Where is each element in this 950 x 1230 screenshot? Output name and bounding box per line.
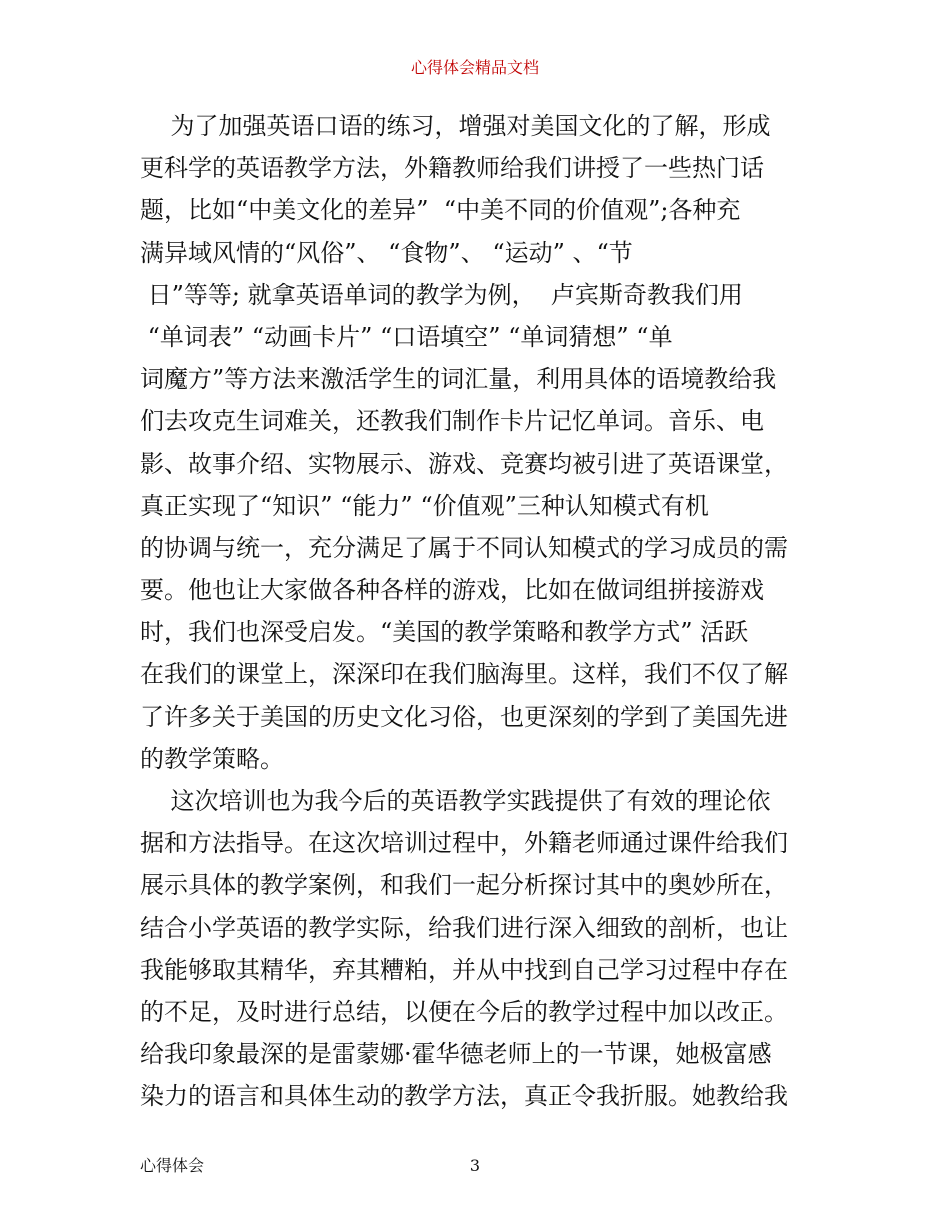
text-line: 的不足，及时进行总结，以便在今后的教学过程中加以改正。 bbox=[140, 997, 788, 1026]
text-line: “单词表” “动画卡片” “口语填空” “单词猜想” “单 bbox=[140, 322, 673, 351]
footer-left-label: 心得体会 bbox=[140, 1156, 205, 1175]
text-line: 我能够取其精华，弃其糟粕，并从中找到自己学习过程中存在 bbox=[140, 955, 788, 984]
text-line: 的协调与统一，充分满足了属于不同认知模式的学习成员的需 bbox=[140, 533, 788, 562]
text-line: 真正实现了“知识” “能力” “价值观”三种认知模式有机 bbox=[140, 491, 709, 520]
text-line: 的教学策略。 bbox=[140, 744, 284, 773]
footer-page-number: 3 bbox=[469, 1156, 481, 1175]
text-line: 染力的语言和具体生动的教学方法，真正令我折服。她教给我 bbox=[140, 1082, 788, 1111]
text-line: 时，我们也深受启发。“美国的教学策略和教学方式” 活跃 bbox=[140, 618, 749, 647]
text-line: 更科学的英语教学方法，外籍教师给我们讲授了一些热门话 bbox=[140, 154, 764, 183]
text-line: 为了加强英语口语的练习，增强对美国文化的了解，形成 bbox=[140, 112, 771, 140]
text-line: 结合小学英语的教学实际，给我们进行深入细致的剖析，也让 bbox=[140, 913, 788, 942]
text-line: 词魔方”等方法来激活学生的词汇量，利用具体的语境教给我 bbox=[140, 365, 777, 394]
text-line: 展示具体的教学案例，和我们一起分析探讨其中的奥妙所在， bbox=[140, 871, 788, 900]
text-line: 题，比如“中美文化的差异” “中美不同的价值观”;各种充 bbox=[140, 196, 741, 225]
text-line: 日”等等; 就拿英语单词的教学为例， 卢宾斯奇教我们用 bbox=[140, 280, 743, 309]
text-line: 满异域风情的“风俗”、 “食物”、 “运动” 、“节 bbox=[140, 238, 633, 267]
text-line: 这次培训也为我今后的英语教学实践提供了有效的理论依 bbox=[140, 787, 771, 815]
body-text bbox=[140, 105, 812, 1118]
text-line: 给我印象最深的是雷蒙娜·霍华德老师上的一节课，她极富感 bbox=[140, 1040, 772, 1069]
page-header-title: 心得体会精品文档 bbox=[410, 58, 539, 77]
text-line: 了许多关于美国的历史文化习俗，也更深刻的学到了美国先进 bbox=[140, 702, 788, 731]
text-line: 影、故事介绍、实物展示、游戏、竞赛均被引进了英语课堂， bbox=[140, 449, 788, 478]
text-line: 在我们的课堂上，深深印在我们脑海里。这样，我们不仅了解 bbox=[140, 660, 788, 689]
text-line: 们去攻克生词难关，还教我们制作卡片记忆单词。音乐、电 bbox=[140, 407, 764, 436]
text-line: 据和方法指导。在这次培训过程中，外籍老师通过课件给我们 bbox=[140, 829, 788, 858]
text-line: 要。他也让大家做各种各样的游戏，比如在做词组拼接游戏 bbox=[140, 576, 764, 605]
